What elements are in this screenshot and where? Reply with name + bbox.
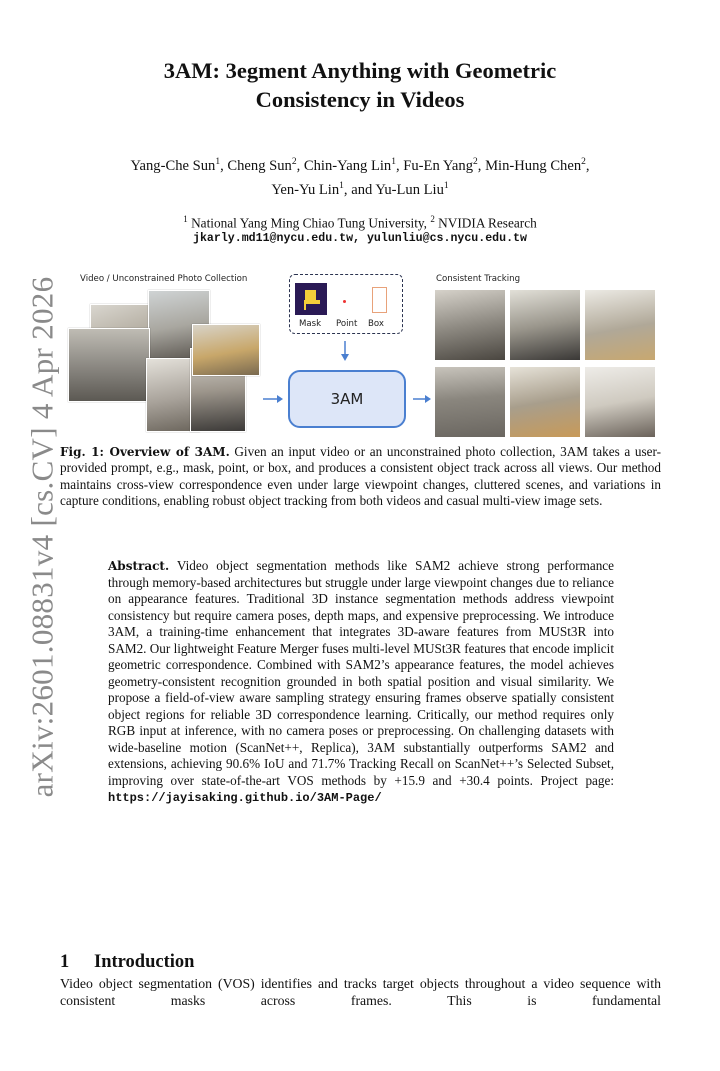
mask-prompt [295, 283, 327, 315]
section-title: Introduction [94, 952, 195, 972]
project-page-link[interactable]: https://jayisaking.github.io/3AM-Page/ [108, 791, 382, 805]
author-aff: 2 [291, 157, 297, 167]
title-line-1: 3AM: 3egment Anything with Geometric [163, 58, 557, 83]
input-photo [192, 324, 260, 376]
caption-label: Fig. 1: Overview of 3AM. [60, 445, 230, 459]
author-name: Yu-Lun Liu [375, 181, 444, 198]
figure-1 [60, 268, 662, 440]
model-label: 3AM [330, 390, 364, 408]
affiliation-name: NVIDIA Research [438, 215, 537, 231]
tracking-result-photo [435, 290, 505, 360]
figure-caption [60, 444, 661, 510]
prompt-label-box: Box [368, 319, 384, 329]
author-aff: 2 [473, 157, 478, 167]
tracking-result-photo [510, 290, 580, 360]
prompt-label-mask: Mask [299, 319, 322, 329]
author-aff: 2 [581, 157, 586, 167]
introduction-text: Video object segmentation (VOS) identifies and tracks target objects throughout a video sequence with consistent masks across frames. This is fundamental [60, 976, 661, 1008]
abstract [108, 558, 614, 807]
affiliations [60, 211, 660, 231]
arrow-right-icon [262, 394, 284, 404]
author-aff: 1 [443, 180, 449, 191]
author-name: Yang-Che Sun [130, 157, 216, 174]
author-and: and [351, 181, 373, 198]
author-name: Fu-En Yang [403, 157, 474, 174]
abstract-label: Abstract. [108, 559, 170, 573]
author-list: Yang-Che Sun$^1$, Cheng Sun$^2$, Chin-Yang Lin$^1$, Fu-En Yang$^2$, Min-Hung Chen$^2$, Yen-Yu Lin$^1$, and Yu-Lun Liu$^1$ [130, 157, 590, 198]
author-aff: 1 [215, 157, 221, 167]
author-name: Yen-Yu Lin [271, 181, 340, 198]
tracking-result-photo [585, 367, 655, 437]
prompt-box [289, 274, 403, 334]
figure-right-label: Consistent Tracking [436, 274, 521, 284]
affiliation-name: National Yang Ming Chiao Tung University, [191, 215, 427, 231]
author-aff: 1 [391, 157, 396, 167]
author-name: Cheng Sun [227, 157, 292, 174]
affiliation-number: 1 [183, 214, 188, 224]
point-prompt [343, 300, 346, 303]
abstract-text: Video object segmentation methods like SAM2 achieve strong performance through memory-based architectures but struggle under large viewpoint changes due to reliance on appearance features. Traditional 3D instance segmentation methods address viewpoint consistency but require camera poses, depth maps, and expensive preprocessing. We introduce 3AM, a training-time enhancement that integrates 3D-aware features from MUSt3R into SAM2. Our lightweight Feature Merger fuses multi-level MUSt3R features that encode implicit geometric correspondence. Combined with SAM2’s appearance features, the model achieves geometry-consistent recognition grounded in both spatial position and visual similarity. We propose a field-of-view aware sampling strategy ensuring frames observe spatially consistent object regions for reliable 3D correspondence learning. Critically, our method requires only RGB input at inference, with no camera poses or preprocessing. On challenging datasets with wide-baseline motion (ScanNet++, Replica), 3AM substantially outperforms SAM2 and extensions, achieving 90.6% IoU and 71.7% Tracking Recall on ScanNet++’s Selected Subset, improving over state-of-the-art VOS methods by +15.9 and +30.4 points. Project page: [108, 558, 614, 788]
arrow-right-icon [412, 394, 432, 404]
arxiv-stamp [20, 242, 64, 832]
section-heading [60, 952, 194, 973]
author-name: Chin-Yang Lin [303, 157, 392, 174]
arrow-down-icon [340, 340, 350, 362]
paper-title [80, 56, 640, 114]
tracking-result-photo [510, 367, 580, 437]
input-photo [68, 328, 150, 402]
section-number: 1 [60, 952, 70, 972]
arxiv-id: arXiv:2601.08831v4 [cs.CV] 4 Apr 2026 [24, 276, 59, 798]
title-line-2: Consistency in Videos [255, 87, 465, 112]
box-prompt [372, 287, 387, 313]
tracking-result-photo [585, 290, 655, 360]
prompt-label-point: Point [336, 319, 358, 329]
tracking-result-photo [435, 367, 505, 437]
caption-text: Given an input video or an unconstrained photo collection, 3AM takes a user-provided prompt, e.g., mask, point, or box, and produces a consistent object track across all views. Our method maintains cross-view correspondence even under large viewpoint changes, cluttered scenes, and variations in capture conditions, enabling robust object tracking from both videos and casual multi-view image sets. [60, 444, 661, 509]
affiliation-number: 2 [430, 214, 435, 224]
author-emails: jkarly.md11@nycu.edu.tw, yulunliu@cs.nycu.edu.tw [193, 232, 527, 245]
figure-left-label: Video / Unconstrained Photo Collection [80, 274, 248, 284]
author-name: Min-Hung Chen [485, 157, 582, 174]
author-aff: 1 [339, 180, 344, 191]
mask-chair-icon [295, 283, 327, 315]
model-box [288, 370, 406, 428]
